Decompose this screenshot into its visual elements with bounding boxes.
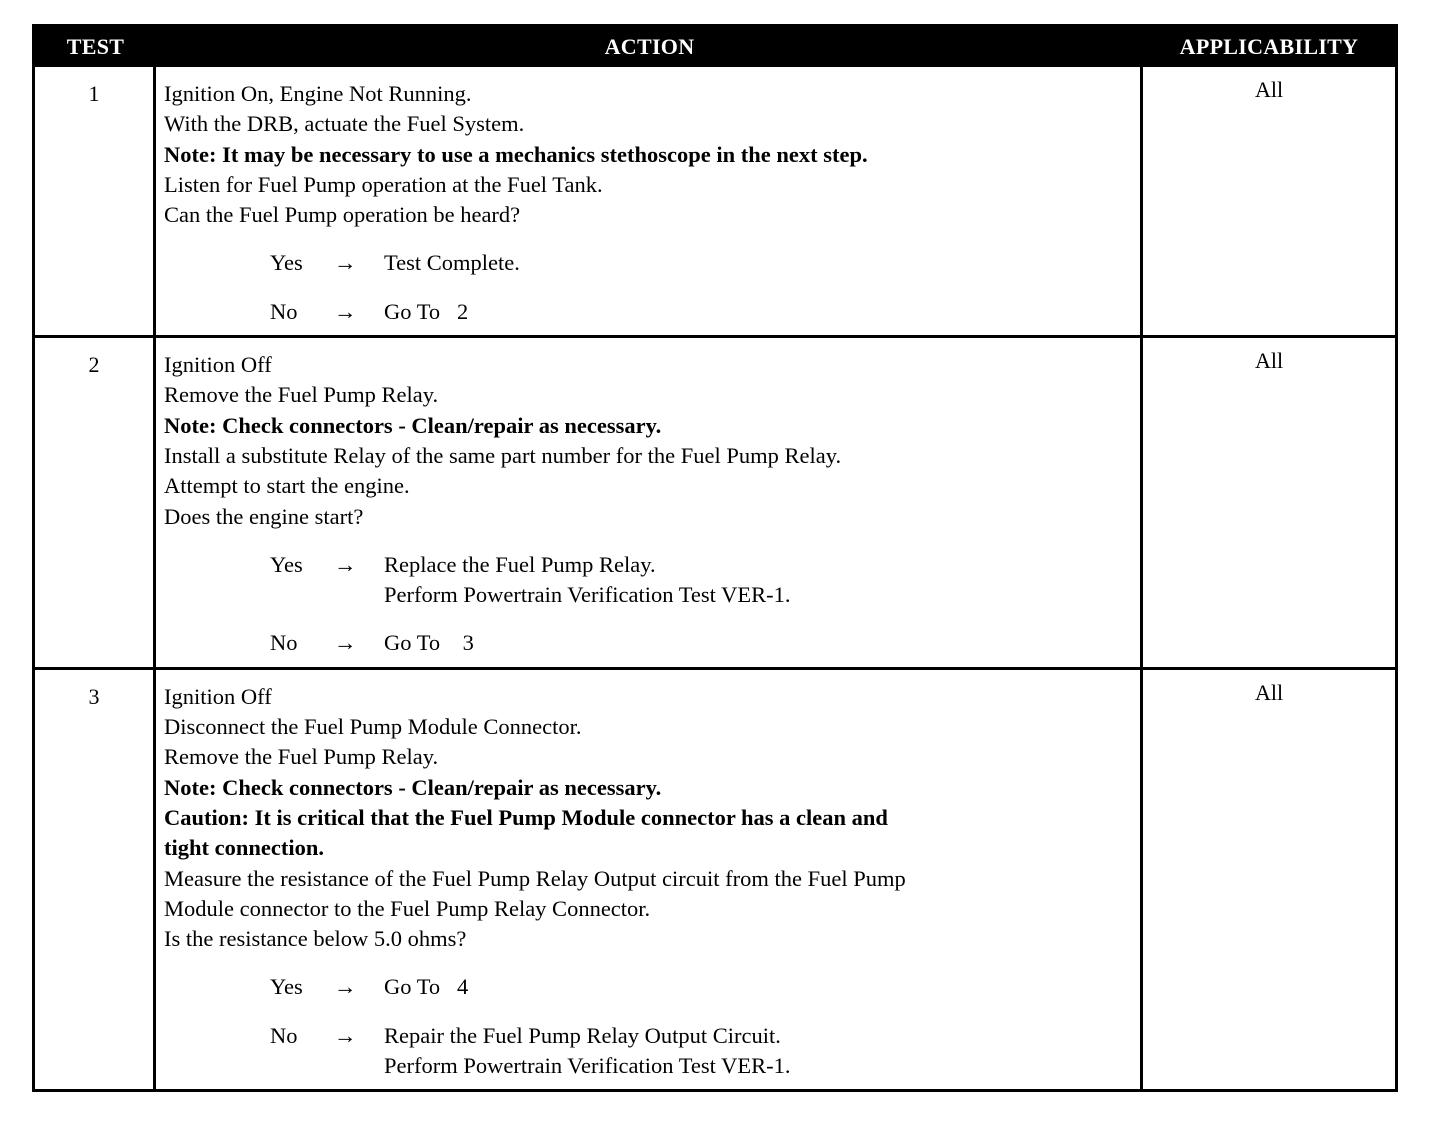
result-line: Go To 2 [384, 298, 469, 324]
answer-list [164, 248, 1140, 327]
applicability-cell: All [1254, 348, 1284, 374]
action-step: Ignition Off [164, 352, 272, 378]
action-step: Remove the Fuel Pump Relay. [164, 382, 439, 408]
applicability-cell: All [1254, 679, 1284, 705]
answer-label: No [270, 1022, 298, 1048]
action-cell [156, 338, 1143, 667]
action-note: Caution: It is critical that the Fuel Pump Module connector has a clean and [164, 804, 888, 830]
result-line: Test Complete. [384, 250, 520, 276]
table-body [35, 67, 1395, 1089]
arrow-right-icon: → [334, 551, 357, 577]
answer-no [270, 1021, 1140, 1082]
action-cell [156, 67, 1143, 335]
test-number: 2 [35, 338, 156, 667]
table-row [35, 667, 1395, 1090]
answer-yes [270, 550, 1140, 611]
header-action: ACTION [604, 34, 695, 59]
answer-result [384, 628, 1140, 658]
answer-no [270, 297, 1140, 327]
table-row [35, 335, 1395, 667]
header-test: TEST [66, 34, 125, 59]
arrow-right-icon: → [334, 630, 357, 656]
action-cell [156, 670, 1143, 1090]
answer-label: Yes [270, 250, 303, 276]
header-applicability: APPLICABILITY [1179, 34, 1359, 59]
answer-yes [270, 248, 1140, 278]
result-line: Repair the Fuel Pump Relay Output Circuit. [384, 1022, 781, 1048]
answer-label: No [270, 298, 298, 324]
result-line: Replace the Fuel Pump Relay. [384, 551, 656, 577]
result-line: Go To 3 [384, 630, 474, 656]
result-line: Go To 4 [384, 974, 469, 1000]
answer-result [384, 297, 1140, 327]
answer-yes [270, 972, 1140, 1002]
applicability-cell: All [1254, 77, 1284, 102]
result-line: Perform Powertrain Verification Test VER-1. [384, 1053, 791, 1079]
test-number: 1 [35, 67, 156, 335]
arrow-right-icon: → [334, 298, 357, 324]
answer-label: No [270, 630, 298, 656]
action-step: Install a substitute Relay of the same part number for the Fuel Pump Relay. [164, 442, 842, 468]
answer-list [164, 972, 1140, 1081]
action-step: Remove the Fuel Pump Relay. [164, 744, 439, 770]
table-row [35, 67, 1395, 335]
action-note: Note: Check connectors - Clean/repair as necessary. [164, 412, 662, 438]
action-note: tight connection. [164, 835, 324, 861]
diagnostic-test-table [32, 24, 1398, 1092]
action-step: Listen for Fuel Pump operation at the Fuel Tank. [164, 171, 603, 197]
arrow-right-icon: → [334, 974, 357, 1000]
result-line: Perform Powertrain Verification Test VER-1. [384, 582, 791, 608]
action-step: Attempt to start the engine. [164, 473, 410, 499]
action-step: Can the Fuel Pump operation be heard? [164, 202, 521, 228]
action-step: Is the resistance below 5.0 ohms? [164, 926, 467, 952]
answer-result [384, 1021, 1140, 1082]
arrow-right-icon: → [334, 250, 357, 276]
action-note: Note: It may be necessary to use a mechanics stethoscope in the next step. [164, 141, 868, 167]
answer-result [384, 248, 1140, 278]
action-step: With the DRB, actuate the Fuel System. [164, 111, 525, 137]
action-step: Ignition On, Engine Not Running. [164, 81, 472, 106]
action-step: Module connector to the Fuel Pump Relay Connector. [164, 895, 651, 921]
action-note: Note: Check connectors - Clean/repair as necessary. [164, 774, 662, 800]
action-step: Does the engine start? [164, 503, 364, 529]
answer-list [164, 550, 1140, 659]
answer-result [384, 972, 1140, 1002]
answer-label: Yes [270, 974, 303, 1000]
answer-no [270, 628, 1140, 658]
action-step: Ignition Off [164, 683, 272, 709]
arrow-right-icon: → [334, 1022, 357, 1048]
table-header [35, 27, 1395, 67]
test-number: 3 [35, 670, 156, 1090]
answer-result [384, 550, 1140, 611]
action-step: Disconnect the Fuel Pump Module Connector. [164, 714, 582, 740]
answer-label: Yes [270, 551, 303, 577]
action-step: Measure the resistance of the Fuel Pump Relay Output circuit from the Fuel Pump [164, 865, 906, 891]
